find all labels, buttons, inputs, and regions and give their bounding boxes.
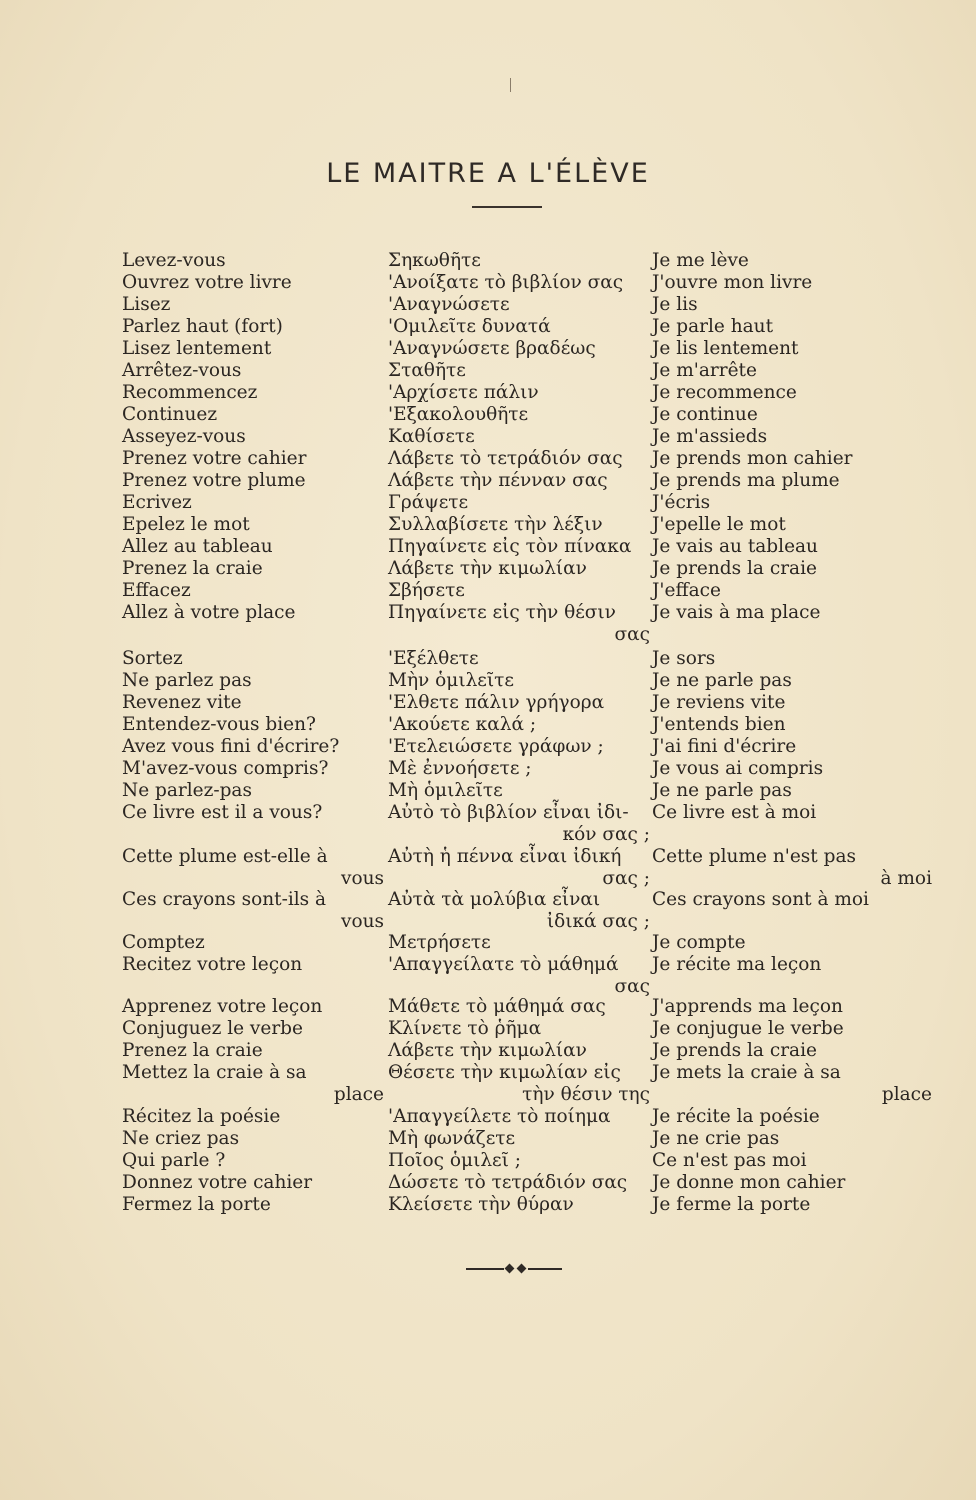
- greek-command: [388, 602, 650, 646]
- greek-command: [388, 1194, 650, 1216]
- table-row: [0, 426, 976, 448]
- student-reply: [652, 580, 932, 602]
- french-command-text: Mettez la craie à sa: [122, 1062, 307, 1083]
- greek-command: [388, 426, 650, 448]
- student-reply: [652, 1062, 932, 1106]
- french-command-continuation: vous: [341, 911, 384, 932]
- table-row: [0, 580, 976, 602]
- french-command: [122, 1018, 384, 1040]
- greek-command: [388, 802, 650, 846]
- student-reply: [652, 294, 932, 316]
- greek-command: [388, 250, 650, 272]
- french-command: [122, 470, 384, 492]
- french-command: [122, 996, 384, 1018]
- greek-command-text: Καθίσετε: [388, 426, 475, 447]
- french-command: [122, 1128, 384, 1150]
- table-row: [0, 1150, 976, 1172]
- student-reply-text: J'ai fini d'écrire: [652, 736, 797, 757]
- greek-command-text: Σταθῆτε: [388, 360, 466, 381]
- student-reply-text: Ces crayons sont à moi: [652, 889, 869, 910]
- greek-command-text: Πηγαίνετε εἰς τὴν θέσιν: [388, 602, 616, 623]
- french-command: [122, 670, 384, 692]
- greek-command: [388, 1128, 650, 1150]
- greek-command: [388, 1018, 650, 1040]
- greek-command: [388, 996, 650, 1018]
- french-command-text: Apprenez votre leçon: [122, 996, 323, 1017]
- student-reply: [652, 714, 932, 736]
- french-command-text: Recommencez: [122, 382, 258, 403]
- greek-command-text: Δώσετε τὸ τετράδιόν σας: [388, 1172, 628, 1193]
- table-row: [0, 1128, 976, 1150]
- student-reply: [652, 889, 932, 911]
- french-command: [122, 1194, 384, 1216]
- french-command-text: Prenez la craie: [122, 558, 263, 579]
- greek-command-text: Μὴ ὁμιλεῖτε: [388, 780, 503, 801]
- table-row: [0, 954, 976, 997]
- table-row: [0, 1106, 976, 1128]
- student-reply-text: Je ne parle pas: [652, 670, 792, 691]
- greek-command: [388, 1106, 650, 1128]
- student-reply: [652, 426, 932, 448]
- french-command-text: Ouvrez votre livre: [122, 272, 292, 293]
- page-title: LE MAITRE A L'ÉLÈVE: [326, 158, 650, 189]
- french-command: [122, 758, 384, 780]
- student-reply-text: Je m'arrête: [652, 360, 757, 381]
- french-command-text: Prenez votre cahier: [122, 448, 307, 469]
- greek-command: [388, 889, 650, 933]
- greek-command: [388, 492, 650, 514]
- table-row: [0, 932, 976, 954]
- greek-command: [388, 272, 650, 294]
- french-command-text: Allez au tableau: [122, 536, 273, 557]
- student-reply-text: Je continue: [652, 404, 758, 425]
- greek-command: [388, 294, 650, 316]
- student-reply: [652, 1018, 932, 1040]
- greek-command-text: Λάβετε τὸ τετράδιόν σας: [388, 448, 623, 469]
- greek-command: [388, 648, 650, 670]
- table-row: [0, 338, 976, 360]
- french-command: [122, 648, 384, 670]
- french-command: [122, 692, 384, 714]
- table-row: [0, 1040, 976, 1062]
- table-row: [0, 514, 976, 536]
- student-reply: [652, 1172, 932, 1194]
- greek-command: [388, 470, 650, 492]
- greek-command-text: 'Εξακολουθῆτε: [388, 404, 529, 425]
- student-reply-text: Je recommence: [652, 382, 797, 403]
- table-row: [0, 714, 976, 736]
- french-command-text: Ne parlez pas: [122, 670, 252, 691]
- mark: [510, 78, 511, 92]
- french-command-text: Effacez: [122, 580, 191, 601]
- french-command: [122, 360, 384, 382]
- french-command: [122, 382, 384, 404]
- french-command: [122, 294, 384, 316]
- greek-command: [388, 404, 650, 426]
- greek-command: [388, 338, 650, 360]
- french-command-text: Conjuguez le verbe: [122, 1018, 303, 1039]
- table-row: [0, 670, 976, 692]
- french-command: [122, 1150, 384, 1172]
- table-row: [0, 360, 976, 382]
- student-reply: [652, 470, 932, 492]
- greek-command-text: Λάβετε τὴν πένναν σας: [388, 470, 608, 491]
- greek-command-text: Θέσετε τὴν κιμωλίαν εἰς: [388, 1062, 621, 1083]
- french-command: [122, 736, 384, 758]
- student-reply: [652, 758, 932, 780]
- greek-command: [388, 360, 650, 382]
- greek-command: [388, 1172, 650, 1194]
- greek-command: [388, 558, 650, 580]
- student-reply: [652, 404, 932, 426]
- student-reply: [652, 954, 932, 976]
- french-command-text: Lisez lentement: [122, 338, 272, 359]
- student-reply: [652, 382, 932, 404]
- table-row: [0, 470, 976, 492]
- french-command: [122, 316, 384, 338]
- table-row: [0, 648, 976, 670]
- french-command: [122, 250, 384, 272]
- greek-command-continuation: σας: [614, 976, 650, 997]
- table-row: [0, 558, 976, 580]
- french-command-text: Qui parle ?: [122, 1150, 226, 1171]
- french-command-text: Prenez la craie: [122, 1040, 263, 1061]
- table-row: [0, 602, 976, 645]
- french-command: [122, 272, 384, 294]
- student-reply: [652, 272, 932, 294]
- french-command-text: Epelez le mot: [122, 514, 250, 535]
- student-reply-text: J'efface: [652, 580, 721, 601]
- student-reply-text: Je lis lentement: [652, 338, 799, 359]
- french-command-text: Ecrivez: [122, 492, 192, 513]
- french-command-text: Donnez votre cahier: [122, 1172, 313, 1193]
- table-row: [0, 889, 976, 932]
- french-command-text: Ce livre est il a vous?: [122, 802, 323, 823]
- greek-command-text: 'Ανοίξατε τὸ βιβλίον σας: [388, 272, 624, 293]
- table-row: [0, 1194, 976, 1216]
- french-command-text: Allez à votre place: [122, 602, 296, 623]
- greek-command-text: 'Αρχίσετε πάλιν: [388, 382, 539, 403]
- table-row: [0, 272, 976, 294]
- french-command-text: Ne criez pas: [122, 1128, 240, 1149]
- french-command: [122, 514, 384, 536]
- greek-command-text: Μὴν ὁμιλεῖτε: [388, 670, 514, 691]
- student-reply-text: Je ne crie pas: [652, 1128, 780, 1149]
- french-command-text: Comptez: [122, 932, 205, 953]
- french-command-text: Entendez-vous bien?: [122, 714, 316, 735]
- french-command-text: Prenez votre plume: [122, 470, 306, 491]
- student-reply-text: Je m'assieds: [652, 426, 768, 447]
- student-reply-text: Je vais à ma place: [652, 602, 821, 623]
- french-command: [122, 426, 384, 448]
- student-reply-text: Cette plume n'est pas: [652, 846, 856, 867]
- student-reply-text: Ce livre est à moi: [652, 802, 817, 823]
- greek-command: [388, 932, 650, 954]
- french-command: [122, 404, 384, 426]
- table-row: [0, 1172, 976, 1194]
- french-command: [122, 932, 384, 954]
- greek-command-text: Γράψετε: [388, 492, 469, 513]
- greek-command: [388, 670, 650, 692]
- student-reply-text: Je ne parle pas: [652, 780, 792, 801]
- table-row: [0, 1018, 976, 1040]
- end-ornament: [466, 1262, 562, 1276]
- student-reply: [652, 996, 932, 1018]
- greek-command-text: 'Αναγνώσετε βραδέως: [388, 338, 596, 359]
- table-row: [0, 250, 976, 272]
- student-reply-text: Je sors: [652, 648, 716, 669]
- table-row: [0, 1062, 976, 1105]
- student-reply: [652, 932, 932, 954]
- student-reply-text: J'ouvre mon livre: [652, 272, 813, 293]
- greek-command-text: Μάθετε τὸ μάθημά σας: [388, 996, 606, 1017]
- french-command-continuation: place: [333, 1084, 384, 1105]
- greek-command-text: Συλλαβίσετε τὴν λέξιν: [388, 514, 603, 535]
- french-command-text: Parlez haut (fort): [122, 316, 283, 337]
- french-command-text: Récitez la poésie: [122, 1106, 281, 1127]
- greek-command-text: Μὲ ἐννοήσετε ;: [388, 758, 532, 779]
- greek-command-text: 'Απαγγείλετε τὸ ποίημα: [388, 1106, 611, 1127]
- greek-command: [388, 580, 650, 602]
- table-row: [0, 404, 976, 426]
- french-command-text: Recitez votre leçon: [122, 954, 303, 975]
- french-command-text: Revenez vite: [122, 692, 242, 713]
- greek-command-text: Αὐτὸ τὸ βιβλίον εἶναι ἰδι-: [388, 802, 629, 823]
- french-command: [122, 780, 384, 802]
- student-reply: [652, 448, 932, 470]
- student-reply: [652, 1128, 932, 1150]
- table-row: [0, 802, 976, 845]
- greek-command-text: 'Ακούετε καλά ;: [388, 714, 537, 735]
- french-command-text: Cette plume est-elle à: [122, 846, 328, 867]
- greek-command-text: 'Ετελειώσετε γράφων ;: [388, 736, 604, 757]
- greek-command-text: 'Απαγγείλατε τὸ μάθημά: [388, 954, 619, 975]
- french-command-text: Levez-vous: [122, 250, 226, 271]
- french-command-text: Sortez: [122, 648, 183, 669]
- student-reply: [652, 846, 932, 890]
- student-reply: [652, 360, 932, 382]
- french-command: [122, 1040, 384, 1062]
- student-reply: [652, 648, 932, 670]
- greek-command: [388, 382, 650, 404]
- greek-command: [388, 448, 650, 470]
- student-reply-text: Je récite la poésie: [652, 1106, 820, 1127]
- french-command: [122, 448, 384, 470]
- student-reply-text: Je lis: [652, 294, 698, 315]
- french-command: [122, 1172, 384, 1194]
- table-row: [0, 448, 976, 470]
- french-command: [122, 602, 384, 624]
- greek-command-continuation: σας: [614, 624, 650, 645]
- table-row: [0, 846, 976, 889]
- student-reply: [652, 316, 932, 338]
- student-reply: [652, 1150, 932, 1172]
- french-command: [122, 558, 384, 580]
- french-command-text: Asseyez-vous: [122, 426, 246, 447]
- greek-command-text: Αὐτὰ τὰ μολύβια εἶναι: [388, 889, 601, 910]
- student-reply: [652, 802, 932, 824]
- greek-command-text: Λάβετε τὴν κιμωλίαν: [388, 558, 587, 579]
- french-command-text: Ne parlez-pas: [122, 780, 252, 801]
- table-row: [0, 692, 976, 714]
- student-reply: [652, 736, 932, 758]
- greek-command-text: Σηκωθῆτε: [388, 250, 481, 271]
- greek-command-text: 'Εξέλθετε: [388, 648, 479, 669]
- student-reply-text: Je vais au tableau: [652, 536, 818, 557]
- french-command-text: Arrêtez-vous: [122, 360, 242, 381]
- greek-command: [388, 514, 650, 536]
- greek-command: [388, 1040, 650, 1062]
- student-reply-text: J'apprends ma leçon: [652, 996, 843, 1017]
- greek-command: [388, 758, 650, 780]
- table-row: [0, 294, 976, 316]
- greek-command: [388, 1150, 650, 1172]
- student-reply: [652, 536, 932, 558]
- title-rule: [472, 206, 542, 208]
- french-command-text: Avez vous fini d'écrire?: [122, 736, 340, 757]
- student-reply: [652, 780, 932, 802]
- greek-command-text: Μὴ φωνάζετε: [388, 1128, 516, 1149]
- greek-command-text: Σβήσετε: [388, 580, 465, 601]
- student-reply: [652, 1040, 932, 1062]
- greek-command-text: Λάβετε τὴν κιμωλίαν: [388, 1040, 587, 1061]
- student-reply-text: Je mets la craie à sa: [652, 1062, 841, 1083]
- student-reply: [652, 1106, 932, 1128]
- student-reply-text: Je compte: [652, 932, 746, 953]
- table-row: [0, 382, 976, 404]
- student-reply-text: Ce n'est pas moi: [652, 1150, 807, 1171]
- student-reply: [652, 558, 932, 580]
- greek-command-continuation: σας ;: [602, 868, 650, 889]
- greek-command-text: Αὐτὴ ἡ πέννα εἶναι ἰδική: [388, 846, 622, 867]
- student-reply: [652, 692, 932, 714]
- student-reply-text: Je vous ai compris: [652, 758, 824, 779]
- greek-command-continuation: κόν σας ;: [562, 824, 650, 845]
- french-command: [122, 536, 384, 558]
- student-reply-text: Je me lève: [652, 250, 749, 271]
- student-reply-text: Je reviens vite: [652, 692, 786, 713]
- french-command: [122, 954, 384, 976]
- greek-command: [388, 954, 650, 998]
- greek-command-text: Πηγαίνετε εἰς τὸν πίνακα: [388, 536, 632, 557]
- french-command: [122, 1106, 384, 1128]
- french-command-text: Continuez: [122, 404, 218, 425]
- table-row: [0, 492, 976, 514]
- french-command-continuation: vous: [341, 868, 384, 889]
- french-command: [122, 1062, 384, 1106]
- french-command: [122, 714, 384, 736]
- table-row: [0, 316, 976, 338]
- greek-command-text: Ποῖος ὁμιλεῖ ;: [388, 1150, 521, 1171]
- student-reply-text: Je prends mon cahier: [652, 448, 853, 469]
- student-reply-text: J'epelle le mot: [652, 514, 786, 535]
- greek-command: [388, 316, 650, 338]
- student-reply-text: Je donne mon cahier: [652, 1172, 846, 1193]
- student-reply: [652, 1194, 932, 1216]
- student-reply-text: Je prends la craie: [652, 558, 817, 579]
- table-row: [0, 758, 976, 780]
- student-reply-continuation: à moi: [880, 868, 932, 889]
- greek-command-text: Κλείσετε τὴν θύραν: [388, 1194, 574, 1215]
- greek-command: [388, 780, 650, 802]
- greek-command-text: Μετρήσετε: [388, 932, 491, 953]
- student-reply-text: Je parle haut: [652, 316, 773, 337]
- student-reply-text: Je conjugue le verbe: [652, 1018, 844, 1039]
- french-command: [122, 802, 384, 824]
- greek-command: [388, 846, 650, 890]
- greek-command: [388, 1062, 650, 1106]
- greek-command: [388, 536, 650, 558]
- student-reply: [652, 492, 932, 514]
- table-row: [0, 996, 976, 1018]
- student-reply-text: J'écris: [652, 492, 711, 513]
- student-reply-text: Je prends la craie: [652, 1040, 817, 1061]
- french-command: [122, 889, 384, 933]
- french-command-text: Fermez la porte: [122, 1194, 271, 1215]
- student-reply-text: Je récite ma leçon: [652, 954, 822, 975]
- student-reply-text: J'entends bien: [652, 714, 786, 735]
- student-reply: [652, 338, 932, 360]
- student-reply-continuation: place: [881, 1084, 932, 1105]
- greek-command-text: 'Ελθετε πάλιν γρήγορα: [388, 692, 605, 713]
- french-command: [122, 492, 384, 514]
- french-command: [122, 580, 384, 602]
- greek-command: [388, 714, 650, 736]
- student-reply: [652, 602, 932, 624]
- french-command-text: Lisez: [122, 294, 171, 315]
- french-command: [122, 846, 384, 890]
- french-command-text: Ces crayons sont-ils à: [122, 889, 327, 910]
- greek-command-text: Κλίνετε τὸ ῥῆμα: [388, 1018, 542, 1039]
- greek-command-text: 'Αναγνώσετε: [388, 294, 510, 315]
- greek-command-continuation: τὴν θέσιν της: [522, 1084, 650, 1105]
- greek-command-text: 'Ομιλεῖτε δυνατά: [388, 316, 551, 337]
- french-command: [122, 338, 384, 360]
- student-reply: [652, 514, 932, 536]
- student-reply-text: Je prends ma plume: [652, 470, 840, 491]
- student-reply-text: Je ferme la porte: [652, 1194, 811, 1215]
- table-row: [0, 536, 976, 558]
- french-command-text: M'avez-vous compris?: [122, 758, 329, 779]
- student-reply: [652, 250, 932, 272]
- student-reply: [652, 670, 932, 692]
- greek-command-continuation: ἰδικά σας ;: [546, 911, 650, 932]
- greek-command: [388, 736, 650, 758]
- greek-command: [388, 692, 650, 714]
- table-row: [0, 780, 976, 802]
- table-row: [0, 736, 976, 758]
